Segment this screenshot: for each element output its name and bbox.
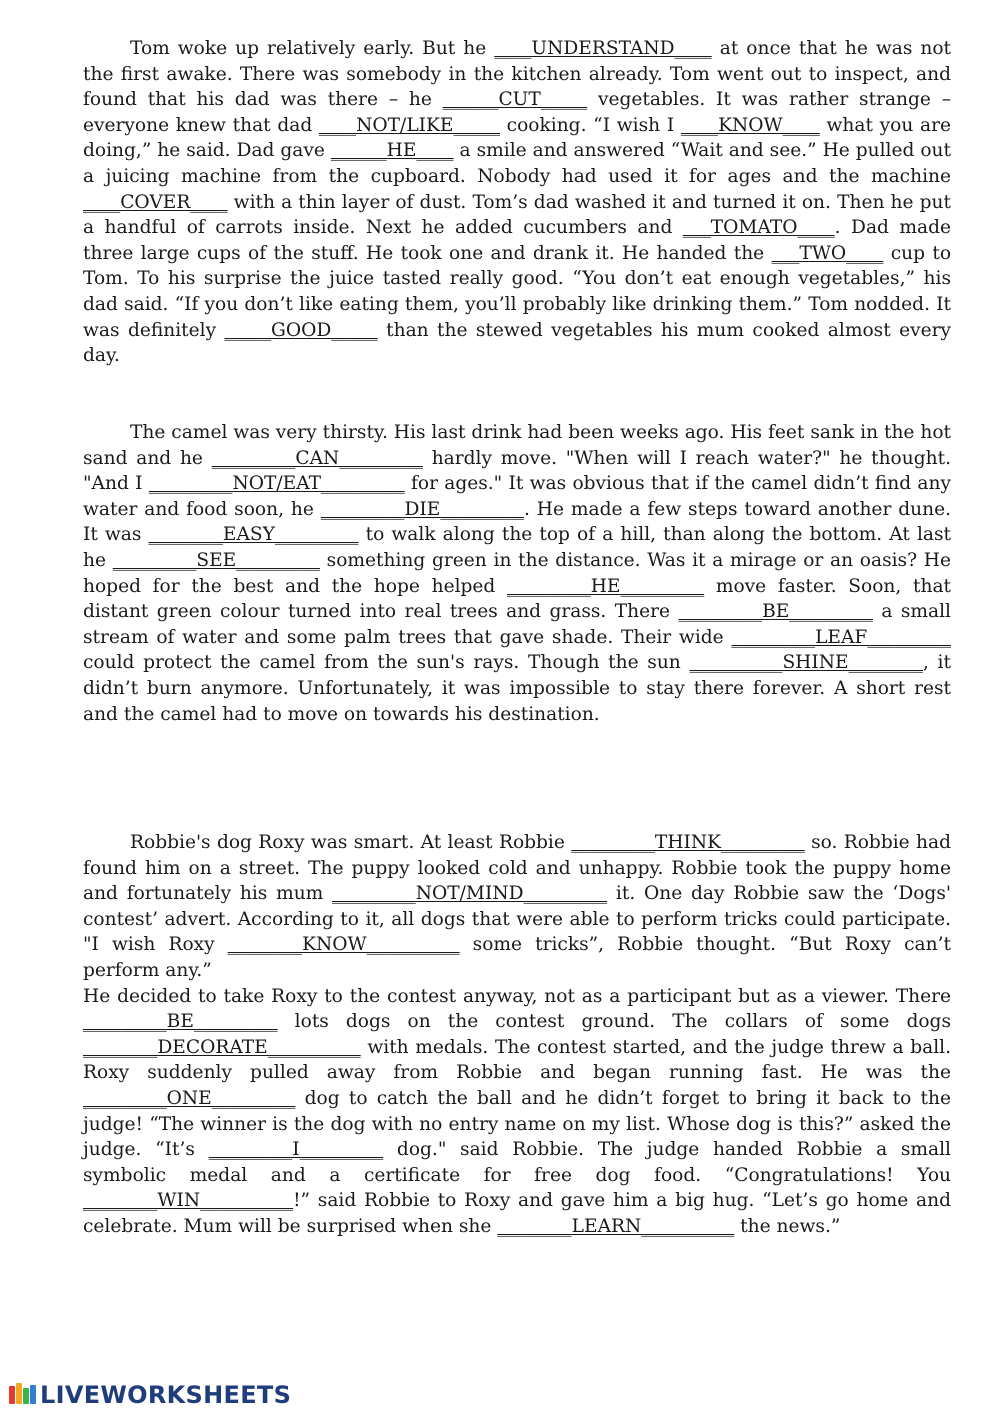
paragraph xyxy=(83,36,951,369)
passage-robbie xyxy=(83,830,951,1240)
answer-gap[interactable]: ___TOMATO____ xyxy=(682,217,835,239)
text-segment: cup to Tom. To his surprise the juice tasted really good. “You don’t eat enough vegetables,” his dad said. “If you don’t like eating them, you’ll probably like drinking them.” Tom nodded. It was definitely xyxy=(83,242,952,341)
text-segment: some tricks”, Robbie thought. “But Roxy can’t perform any.” xyxy=(83,934,951,981)
answer-gap[interactable]: ____NOT/LIKE_____ xyxy=(318,114,500,136)
answer-gap[interactable]: ______HE____ xyxy=(330,140,454,162)
text-segment: dog to catch the ball and he didn’t forget to bring it back to the judge! “The winner is the dog with no entry name on my list. Whose dog is this?” asked the judge. “It’s xyxy=(83,1087,951,1161)
text-segment: hardly move. "When will I reach water?" he thought. "And I xyxy=(83,447,951,495)
answer-gap[interactable]: _________I_________ xyxy=(208,1139,384,1161)
text-segment: it. One day Robbie saw the ‘Dogs' contest’ advert. According to it, all dogs that were able to perform tricks could participate. "I wish Roxy xyxy=(83,883,951,956)
text-segment: The camel was very thirsty. His last drink had been weeks ago. His feet sank in the hot sand and he xyxy=(83,422,951,469)
passage-tom xyxy=(83,36,951,369)
text-segment: what you are doing,” he said. Dad gave xyxy=(83,114,951,162)
text-segment: than the stewed vegetables his mum cooked almost every day. xyxy=(83,319,951,367)
text-segment: He decided to take Roxy to the contest anyway, not as a participant but as a viewer. There xyxy=(83,985,951,1007)
answer-gap[interactable]: _________NOT/MIND_________ xyxy=(332,883,608,905)
answer-gap[interactable]: _________CAN_________ xyxy=(211,447,423,469)
answer-gap[interactable]: _________BE_________ xyxy=(83,1011,278,1033)
text-segment: , it didn’t burn anymore. Unfortunately, it was impossible to stay there forever. A short rest and the camel had to move on towards his destination. xyxy=(83,652,951,725)
text-segment: cooking. “I wish I xyxy=(499,114,681,136)
text-segment: something green in the distance. Was it a mirage or an oasis? He hoped for the best and the hope helped xyxy=(83,549,952,597)
text-segment: !” said Robbie to Roxy and gave him a big hug. “Let’s go home and celebrate. Mum will be surprised when she xyxy=(83,1190,951,1237)
answer-gap[interactable]: ________WIN__________ xyxy=(83,1190,294,1212)
answer-gap[interactable]: _________HE_________ xyxy=(507,575,705,597)
paragraph xyxy=(83,830,951,984)
logo-text: LIVEWORKSHEETS xyxy=(40,1381,292,1409)
text-segment: could protect the camel from the sun's rays. Though the sun xyxy=(83,652,690,674)
text-segment: Robbie's dog Roxy was smart. At least Robbie xyxy=(130,832,572,853)
text-segment: so. Robbie had found him on a street. The puppy looked cold and unhappy. Robbie took the puppy home and fortunately his mum xyxy=(83,832,952,905)
answer-gap[interactable]: ____KNOW____ xyxy=(680,114,820,136)
text-segment: with a thin layer of dust. Tom’s dad washed it and turned it on. Then he put a handful of carrots inside. Next he added cucumbers and xyxy=(83,191,951,239)
answer-gap[interactable]: __________SHINE________ xyxy=(689,652,923,674)
answer-gap[interactable]: ____COVER____ xyxy=(83,191,228,213)
text-segment: to walk along the top of a hill, than along the bottom. At last he xyxy=(83,524,951,571)
paragraph xyxy=(83,420,951,727)
answer-gap[interactable]: ______CUT_____ xyxy=(442,89,588,111)
text-segment: dog." said Robbie. The judge handed Robbie a small symbolic medal and a certificate for free dog food. “Congratulations! You xyxy=(83,1139,951,1186)
text-segment: with medals. The contest started, and the judge threw a ball. Roxy suddenly pulled away from Robbie and began running fast. He was the xyxy=(83,1036,951,1084)
liveworksheets-logo[interactable] xyxy=(8,1380,291,1410)
answer-gap[interactable]: _________LEAF_________ xyxy=(731,626,951,648)
answer-gap[interactable]: _________SEE_________ xyxy=(112,549,320,571)
text-segment: Tom woke up relatively early. But he xyxy=(130,38,495,59)
text-segment: the news.” xyxy=(734,1215,841,1237)
answer-gap[interactable]: ________EASY_________ xyxy=(148,524,359,546)
text-segment: vegetables. It was rather strange – everyone knew that dad xyxy=(83,89,951,136)
passage-camel xyxy=(83,420,951,727)
answer-gap[interactable]: _____GOOD_____ xyxy=(224,319,378,341)
liveworksheets-mark-icon xyxy=(8,1382,38,1408)
text-segment: a smile and answered “Wait and see.” He pulled out a juicing machine from the cupboard. Nobody had used it for ages and the machine xyxy=(83,140,952,187)
text-segment: for ages." It was obvious that if the camel didn’t find any water and food soon, he xyxy=(83,473,952,520)
text-segment: lots dogs on the contest ground. The collars of some dogs xyxy=(277,1011,951,1033)
paragraph xyxy=(83,984,951,1240)
answer-gap[interactable]: ________KNOW__________ xyxy=(227,934,460,956)
text-segment: a small stream of water and some palm trees that gave shade. Their wide xyxy=(83,601,951,648)
answer-gap[interactable]: _________THINK_________ xyxy=(571,832,805,853)
answer-gap[interactable]: ________LEARN__________ xyxy=(497,1215,735,1237)
answer-gap[interactable]: ___TWO____ xyxy=(771,242,884,264)
text-segment: . Dad made three large cups of the stuff. He took one and drank it. He handed the xyxy=(83,217,952,264)
text-segment: move faster. Soon, that distant green colour turned into real trees and grass. There xyxy=(83,575,952,623)
text-segment: at once that he was not the first awake. There was somebody in the kitchen already. Tom went out to inspect, and found that his dad was there – he xyxy=(83,38,951,111)
answer-gap[interactable]: _________BE_________ xyxy=(678,601,873,623)
text-segment: . He made a few steps toward another dune. It was xyxy=(83,498,951,546)
answer-gap[interactable]: ________DECORATE__________ xyxy=(83,1036,361,1058)
answer-gap[interactable]: _________ONE_________ xyxy=(83,1087,296,1109)
answer-gap[interactable]: _________NOT/EAT_________ xyxy=(148,473,405,495)
answer-gap[interactable]: _________DIE_________ xyxy=(320,498,524,520)
answer-gap[interactable]: ____UNDERSTAND____ xyxy=(494,38,712,59)
